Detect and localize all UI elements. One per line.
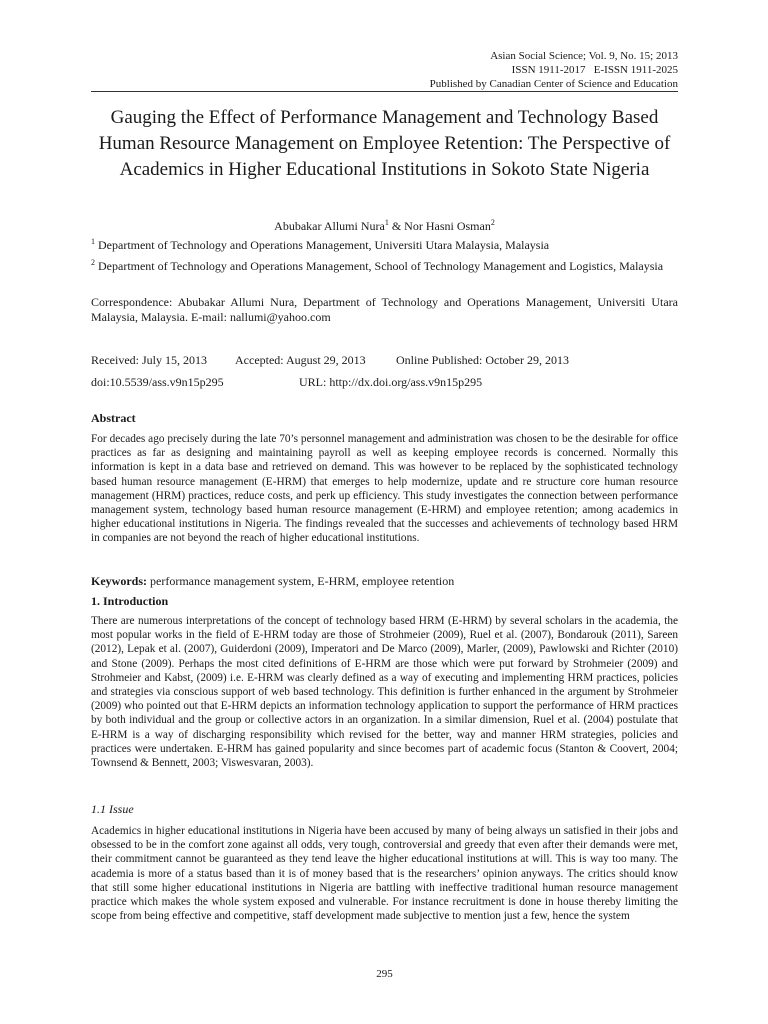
journal-publisher: Published by Canadian Center of Science and Education	[429, 78, 678, 90]
author-name: Abubakar Allumi Nura	[274, 219, 385, 233]
paper-title: Gauging the Effect of Performance Management and Technology Based Human Resource Management on Employee Retention: The Perspective of Academics in Higher Educational Institutions in Sokoto State Nigeria	[98, 107, 671, 180]
abstract-text: For decades ago precisely during the late 70’s personnel management and administration was chosen to be the desirable for office practices as far as designing and maintaining payroll as well as keeping employee records is concerned. Normally this information is kept in a data base and retrieved on demand. This was however to be replaced by the sophisticated technology based human resource management (E-HRM) that emerges to help modernize, update and re structure core human resource management (HRM) practices, reduce costs, and perk up efficiency. This study investigates the connection between performance management system, technology based human resource management (E-HRM) and employee retention; among academics in higher educational institutions in Nigeria. The findings revealed that the successes and achievements of technology based HRM in companies are not beyond the reach of higher educational institutions.	[91, 433, 678, 545]
affiliation-mark: 1	[91, 237, 95, 246]
introduction-text: There are numerous interpretations of the concept of technology based HRM (E-HRM) by several scholars in the academia, the most popular works in the field of E-HRM today are those of Strohmeier (2009), Ruel et al. (2007), Bondarouk (2011), Sareen (2012), Lepak et al. (2007), Guiderdoni (2009), Imperatori and De Marco (2009), Marler, (2009), Pawlowski and Richter (2010) and Stone (2009). Perhaps the most cited definitions of E-HRM are those which were put forward by Strohmeier (2009) and Strohmeier and Kabst, (2009) i.e. E-HRM was clearly defined as a way of executing and implementing HRM practices, policies and strategies via conscious support of web based technology. This definition is further enhanced in the argument by Strohmeier (2009) who pointed out that E-HRM depicts an information technology application to support the performance of HRM practices by both individual and the group or collective actors in an organization. In a similar dimension, Ruel et al. (2004) postulate that E-HRM is a way of discharging responsibility which revised for the better, way and manner HRM strategies, policies and practices were undertaken. E-HRM has gained popularity and since becomes part of academic focus (Stanton & Coovert, 2004; Townsend & Bennett, 2003; Viswesvaran, 2003).	[91, 615, 678, 770]
doi[interactable]: doi:10.5539/ass.v9n15p295	[91, 375, 224, 389]
doi-row	[91, 371, 678, 393]
affiliation-text: Department of Technology and Operations Management, Universiti Utara Malaysia, Malaysia	[98, 238, 550, 252]
keywords-text: performance management system, E-HRM, employee retention	[147, 574, 455, 588]
paper-page	[91, 0, 678, 1024]
page-number: 295	[376, 968, 393, 980]
journal-issn: ISSN 1911-2017 E-ISSN 1911-2025	[511, 64, 678, 76]
article-url[interactable]: URL: http://dx.doi.org/ass.v9n15p295	[299, 375, 483, 389]
author-separator: &	[388, 219, 405, 233]
introduction-heading: 1. Introduction	[91, 594, 169, 608]
affiliation-2	[91, 259, 678, 274]
author-name: Nor Hasni Osman	[404, 219, 491, 233]
affiliation-1	[91, 238, 678, 253]
dates-row	[91, 349, 678, 371]
journal-header	[430, 49, 678, 91]
accepted-date: Accepted: August 29, 2013	[235, 353, 366, 367]
header-divider	[91, 91, 678, 92]
issue-heading: 1.1 Issue	[91, 802, 134, 816]
keywords-label: Keywords:	[91, 574, 147, 588]
publication-dates	[91, 349, 678, 393]
journal-volume: Asian Social Science; Vol. 9, No. 15; 2013	[490, 50, 678, 62]
abstract-heading: Abstract	[91, 411, 136, 425]
published-date: Online Published: October 29, 2013	[396, 353, 569, 367]
issue-text: Academics in higher educational institutions in Nigeria have been accused by many of being always un satisfied in their jobs and obsessed to be in the comfort zone against all odds, very tough, controversial and greedy that even after their demands were met, their commitment cannot be guaranteed as they tend leave the higher educational institutions at will. This is way too many. The academia is more of a status based than it is of money based that is the researchers’ opinion anyways. The critics should know that still some higher educational institutions in Nigeria are battling with ineffective traditional human resource management practice which makes the whole system exposed and vulnerable. For instance recruitment is done in house thereby limiting the scope from being effective and competitive, staff development made subjective to mention just a few, hence the system	[91, 825, 678, 923]
author-line	[91, 218, 678, 234]
received-date: Received: July 15, 2013	[91, 353, 207, 367]
correspondence: Correspondence: Abubakar Allumi Nura, Department of Technology and Operations Management, Universiti Utara Malaysia, Malaysia. E-mail: nallumi@yahoo.com	[91, 295, 678, 324]
affiliation-text: Department of Technology and Operations Management, School of Technology Management and Logistics, Malaysia	[98, 259, 664, 273]
affiliation-mark: 2	[91, 258, 95, 267]
author-affil-mark: 1	[384, 218, 389, 227]
keywords	[91, 574, 678, 589]
author-affil-mark: 2	[490, 218, 495, 227]
